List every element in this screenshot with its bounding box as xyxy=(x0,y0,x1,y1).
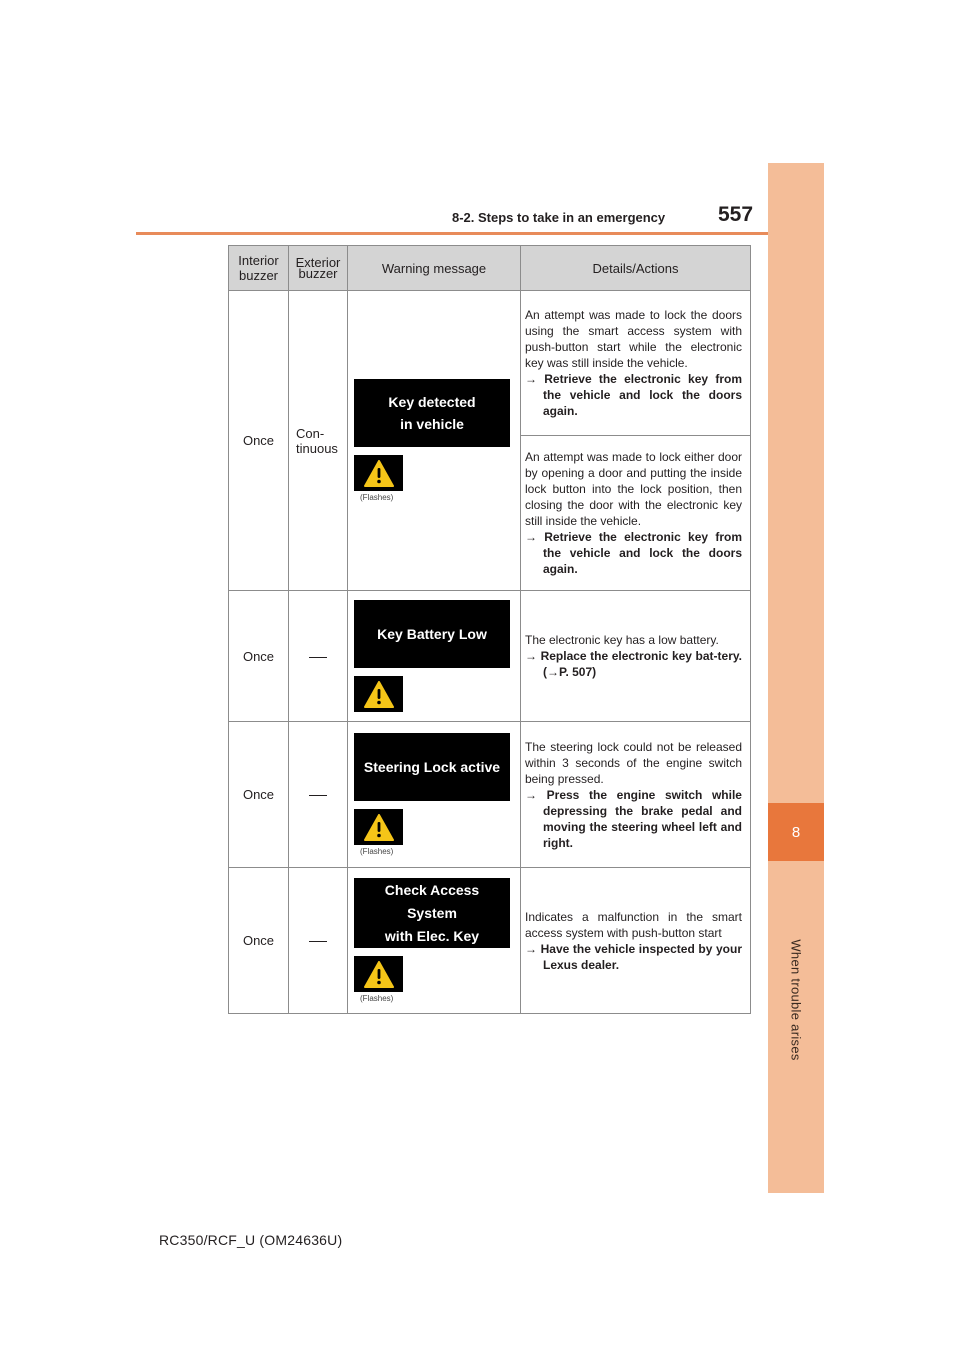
chapter-number: 8 xyxy=(791,823,801,841)
section-title: 8-2. Steps to take in an emergency xyxy=(452,210,666,225)
display-screen xyxy=(354,878,510,948)
master-warning-icon xyxy=(354,809,403,845)
interior-buzzer-cell: Once xyxy=(229,722,289,868)
details-cell xyxy=(521,436,751,591)
no-buzzer-dash xyxy=(309,941,327,942)
interior-buzzer-cell: Once xyxy=(229,591,289,722)
screen-line: in vehicle xyxy=(400,416,464,432)
screen-line: with Elec. Key xyxy=(384,927,480,944)
details-cell xyxy=(521,591,751,722)
details-text: An attempt was made to lock either door by opening a door and putting the inside lock button into the lock position, then closing the door with the electronic key still inside the vehicle. xyxy=(525,450,742,528)
table-header-row xyxy=(229,246,751,291)
chapter-label: When trouble arises xyxy=(788,939,804,1061)
flashes-note: (Flashes) xyxy=(360,994,394,1003)
header-interior-buzzer: Interior buzzer xyxy=(229,246,289,291)
display-screen xyxy=(354,379,510,447)
warning-message-cell xyxy=(348,722,521,868)
screen-line: Key detected xyxy=(388,394,476,410)
details-cell xyxy=(521,722,751,868)
table-row xyxy=(229,291,751,436)
exterior-buzzer-cell xyxy=(289,291,348,591)
exterior-buzzer-cell xyxy=(289,722,348,868)
no-buzzer-dash xyxy=(309,657,327,658)
warning-message-cell xyxy=(348,291,521,591)
page-number: 557 xyxy=(718,203,754,226)
master-warning-icon xyxy=(354,455,403,491)
table-row xyxy=(229,868,751,1014)
header-warning-message: Warning message xyxy=(348,246,521,291)
chapter-number-tab[interactable] xyxy=(768,803,824,861)
no-buzzer-dash xyxy=(309,795,327,796)
action-text: → Retrieve the electronic key from the vehicle and lock the doors again. xyxy=(525,372,742,418)
details-text: The electronic key has a low battery. xyxy=(525,633,719,647)
action-text: → Press the engine switch while depressing the brake pedal and moving the steering wheel left and right. xyxy=(525,787,742,850)
exterior-buzzer-value: Con-tinuous xyxy=(296,425,338,456)
header-exterior-buzzer: Exterior buzzer xyxy=(289,246,348,291)
screen-line: System xyxy=(407,904,457,921)
interior-buzzer-cell: Once xyxy=(229,291,289,591)
display-screen xyxy=(354,600,510,668)
screen-line: Check Access xyxy=(384,881,480,898)
details-text: Indicates a malfunction in the smart access system with push-button start xyxy=(525,909,742,940)
flashes-note: (Flashes) xyxy=(360,493,394,502)
table-row xyxy=(229,591,751,722)
exterior-buzzer-cell xyxy=(289,868,348,1014)
action-text: → Retrieve the electronic key from the vehicle and lock the doors again. xyxy=(525,530,742,576)
header-details-actions: Details/Actions xyxy=(521,246,751,291)
warning-table xyxy=(228,245,751,1014)
action-text: → Have the vehicle inspected by your Lexus dealer. xyxy=(525,941,742,972)
details-cell xyxy=(521,291,751,436)
model-code-footer: RC350/RCF_U (OM24636U) xyxy=(159,1232,343,1248)
screen-line: Steering Lock active xyxy=(363,759,501,775)
interior-buzzer-cell: Once xyxy=(229,868,289,1014)
header-rule xyxy=(136,232,824,235)
warning-message-cell xyxy=(348,591,521,722)
display-screen xyxy=(354,733,510,801)
details-text: The steering lock could not be released within 3 seconds of the engine switch being pressed. xyxy=(525,739,742,786)
details-text: An attempt was made to lock the doors using the smart access system with push-button start while the electronic key was still inside the vehicle. xyxy=(525,308,742,370)
master-warning-icon xyxy=(354,956,403,992)
details-cell xyxy=(521,868,751,1014)
master-warning-icon xyxy=(354,676,403,712)
flashes-note: (Flashes) xyxy=(360,847,394,856)
action-text: → Replace the electronic key bat-tery. (→P. 507) xyxy=(525,649,742,679)
screen-line: Key Battery Low xyxy=(377,626,487,642)
table-row xyxy=(229,722,751,868)
exterior-buzzer-cell xyxy=(289,591,348,722)
warning-message-cell xyxy=(348,868,521,1014)
